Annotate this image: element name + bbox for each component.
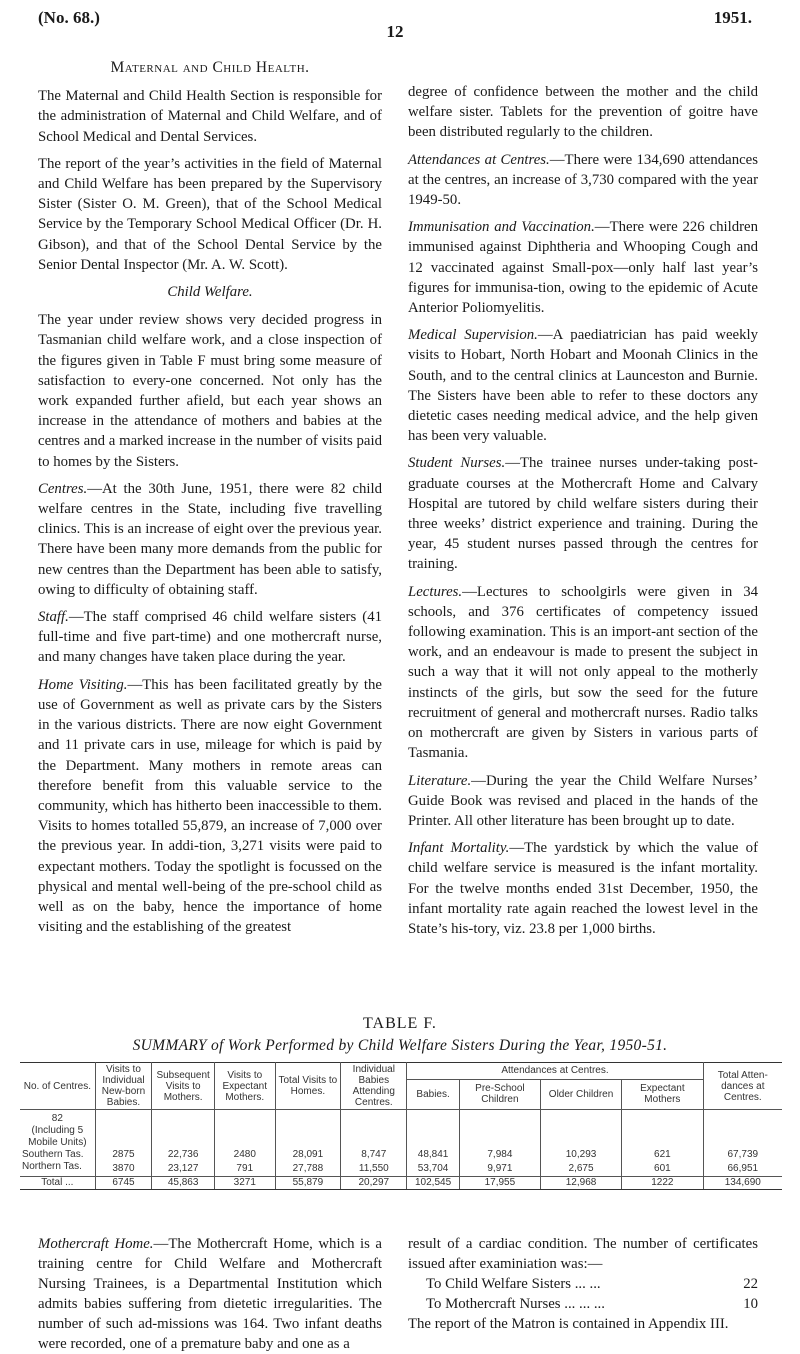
run-in-heading: Student Nurses. [408,455,506,472]
certificate-value: 22 [743,1276,758,1292]
table-subtitle: SUMMARY of Work Performed by Child Welfare Sisters During the Year, 1950-51. [132,1037,668,1054]
paragraph-text: —This has been facilitated greatly by the use of Government as well as private cars by the Sisters in the various districts. There are now eight Government and 11 private cars in use, mileage for which is paid by the Department. Many mothers in remote areas can therefore benefit from this valuable service to the community, which has hitherto been inaccessible to them. Visits to homes totalled 55,879, an increase of 7,000 over the previous year. In addi-tion, 3,271 visits were paid to expectant mothers. Today the spotlight is focussed on the physical and mental well-being of the pre-school child as well as on the baby, hence the importance of home visiting and the establishing of the greatest [38,676,382,936]
paragraph-infant-mortality [408,838,758,939]
cell: 6745 [95,1177,152,1190]
row-label: Total ... [20,1177,95,1190]
header-total-visits: Total Visits to Homes. [275,1063,341,1110]
cell: 48,841 [407,1149,459,1161]
paragraph-text: —At the 30th June, 1951, there were 82 child welfare centres in the State, including five travelling clinics. This is an increase of eight over the previous year. There have been many more demands from the public for new centres than the Department has been able to satisfy, owing to difficulty of obtaining staff. [38,480,382,598]
run-in-heading: Immunisation and Vaccination. [408,219,595,236]
certificate-value: 10 [743,1296,758,1312]
cell: 2,675 [540,1161,621,1177]
paragraph-text: —Lectures to schoolgirls were given in 34 schools, and 376 certificates of competency issued following examination. This is an import-ant section of the work, and an endeavour is made to present the subject in such a way that it will not only appeal to the motherly instincts of the girls, but sow the seed for the future recruitment of general and mothercraft nurses. Radio talks on mothercraft are given by Sisters in various parts of Tasmania. [408,583,758,762]
header-newborn: Visits to Individual New-born Babies. [95,1063,152,1110]
paragraph-literature [408,771,758,832]
cell: 67,739 [727,1149,759,1160]
certificate-line [408,1274,758,1294]
cell: 601 [622,1161,703,1177]
cell: 27,788 [275,1161,341,1177]
cell: 9,971 [459,1161,540,1177]
cell: 134,690 [703,1177,782,1190]
row-label: Northern Tas. [20,1161,95,1177]
header-older-children: Older Children [540,1079,621,1109]
centre-count-line: 82 [20,1110,95,1126]
cell: 53,704 [407,1161,459,1177]
header-attendances-group: Attendances at Centres. [407,1063,703,1080]
paragraph-staff [38,607,382,668]
right-column [408,82,758,946]
paragraph-text: —The Mothercraft Home, which is a training centre for Child Welfare and Mothercraft Nursing Trainees, is a Departmental Institution which admits babies suffering from dietetic irregularities. The number of such ad-missions was 164. Two infant deaths were recorded, one of a premature baby and one as a [38,1236,382,1352]
run-in-heading: Attendances at Centres. [408,151,550,168]
paragraph-text: —The yardstick by which the value of child welfare service is measured is the infant mortality. For the twelve months ended 31st December, 1950, the infant mortality rate again reached the lowest level in the State’s his-tory, viz. 23.8 per 1,000 births. [408,840,758,937]
cell: 7,984 [459,1149,540,1161]
cell: 17,955 [459,1177,540,1190]
bottom-left-column [38,1234,382,1354]
run-in-heading: Staff. [38,609,69,626]
certificate-label: To Child Welfare Sisters ... ... [426,1276,601,1292]
cell: 102,545 [407,1177,459,1190]
table-row [20,1161,782,1177]
table-row [20,1125,782,1137]
document-number: (No. 68.) [38,8,100,27]
bottom-right-column [408,1234,758,1334]
paragraph: The year under review shows very decided progress in Tasmanian child welfare work, and a close inspection of the figures given in Table F must bring some measure of satisfaction to every-one concerned. Not only has the work expanded further afield, but each year shows an increase in the attendance of mothers and babies at the centres and a marked increase in the number of visits paid to homes by the Sisters. [38,312,382,470]
paragraph-student-nurses [408,453,758,574]
paragraph-text: —The staff comprised 46 child welfare sisters (41 full-time and five part-time) and one mothercraft nurse, and many changes have taken place during the year. [38,609,382,666]
paragraph: result of a cardiac condition. The number of certificates issued after examiniation was:— [408,1236,758,1272]
cell: 3870 [95,1161,152,1177]
table-row [20,1110,782,1126]
run-in-heading: Home Visiting. [38,676,128,693]
certificate-line [408,1294,758,1314]
cell: 3271 [215,1177,275,1190]
left-column [38,58,382,944]
table-row [20,1137,782,1149]
cell: 28,091 [275,1149,341,1161]
paragraph-medical [408,325,758,446]
cell: 621 [622,1149,703,1161]
header-total-attendances: Total Atten-dances at Centres. [703,1063,782,1110]
cell: 8,747 [341,1149,407,1161]
run-in-heading: Literature. [408,772,472,789]
table-caption: TABLE F. [363,1015,437,1032]
paragraph-attendances [408,150,758,211]
run-in-heading: Medical Supervision. [408,327,538,344]
page-header [38,8,752,41]
table-total-row [20,1177,782,1190]
header-subsequent: Subsequent Visits to Mothers. [152,1063,215,1110]
summary-table [20,1062,782,1190]
header-expectant-mothers: Expectant Mothers [622,1079,703,1109]
cell: 20,297 [341,1177,407,1190]
cell: 23,127 [152,1161,215,1177]
paragraph-lectures [408,582,758,764]
paragraph-centres [38,479,382,600]
header-centres: No. of Centres. [20,1063,95,1110]
cell: 1222 [622,1177,703,1190]
cell: 22,736 [152,1149,215,1161]
header-babies: Babies. [407,1079,459,1109]
run-in-heading: Infant Mortality. [408,840,510,857]
paragraph-text: —There were 226 children immunised against Diphtheria and Whooping Cough and 12 vaccinated against Small-pox—only half last year’s figures for immunisa-tion, owing to the epidemic of Acute Anterior Poliomyelitis. [408,219,758,317]
paragraph-text: —There were 134,690 attendances at the centres, an increase of 3,730 compared with the year 1949-50. [408,151,759,209]
paragraph: The Maternal and Child Health Section is responsible for the administration of Maternal and Child Welfare, and of School Medical and Dental Services. [38,88,382,145]
header-individual: Individual Babies Attending Centres. [341,1063,407,1110]
paragraph: The report of the year’s activities in the field of Maternal and Child Welfare has been prepared by the Supervisory Sister (Sister O. M. Green), that of the School Medical Service by the Temporary School Medical Officer (Dr. H. Gibson), and that of the School Dental Service by the Senior Dental Inspector (Mr. A. W. Scott). [38,155,382,273]
row-label: Southern Tas. [20,1149,95,1161]
cell: 66,951 [727,1162,759,1174]
paragraph-text: —A paediatrician has paid weekly visits to Hobart, North Hobart and Moonah Clinics in the South, and to the central clinics at Launceston and Burnie. The Sisters have been able to refer to these doctors any dietetic cases needing medical advice, and the help given has been very valuable. [408,327,759,445]
cell: 10,293 [540,1149,621,1161]
section-title: Maternal and Child Health. [110,59,310,76]
run-in-heading: Centres. [38,480,88,497]
page-number: 12 [386,22,404,41]
cell: 45,863 [152,1177,215,1190]
cell: 2875 [95,1149,152,1161]
header-expectant-visits: Visits to Expectant Mothers. [215,1063,275,1110]
paragraph: The report of the Matron is contained in Appendix III. [408,1316,729,1332]
run-in-heading: Lectures. [408,583,463,600]
table-row [20,1149,782,1161]
paragraph-text: —The trainee nurses under-taking post-graduate courses at the Mothercraft Home and Calvary Hospital are tutored by child welfare sisters during their three weeks’ district experience and training. During the year, 45 student nurses passed through the centres for training. [408,455,758,573]
paragraph-text: —During the year the Child Welfare Nurses’ Guide Book was revised and placed in the hands of the Printer. All other literature has been brought up to date. [408,772,758,829]
cell: 2480 [215,1149,275,1161]
paragraph-home-visiting [38,675,382,938]
centre-count-line: (Including 5 [20,1125,95,1137]
cell: 11,550 [341,1161,407,1177]
certificate-label: To Mothercraft Nurses ... ... ... [426,1296,605,1312]
subheading: Child Welfare. [167,284,253,301]
cell: 55,879 [275,1177,341,1190]
cell: 12,968 [540,1177,621,1190]
cell: 791 [215,1161,275,1177]
paragraph: degree of confidence between the mother and the child welfare sister. Tablets for the prevention of goitre have been distributed regularly to the children. [408,84,758,141]
report-year: 1951. [713,8,752,27]
run-in-heading: Mothercraft Home. [38,1236,154,1252]
paragraph-immunisation [408,217,758,318]
centre-count-line: Mobile Units) [20,1137,95,1149]
header-preschool: Pre-School Children [459,1079,540,1109]
